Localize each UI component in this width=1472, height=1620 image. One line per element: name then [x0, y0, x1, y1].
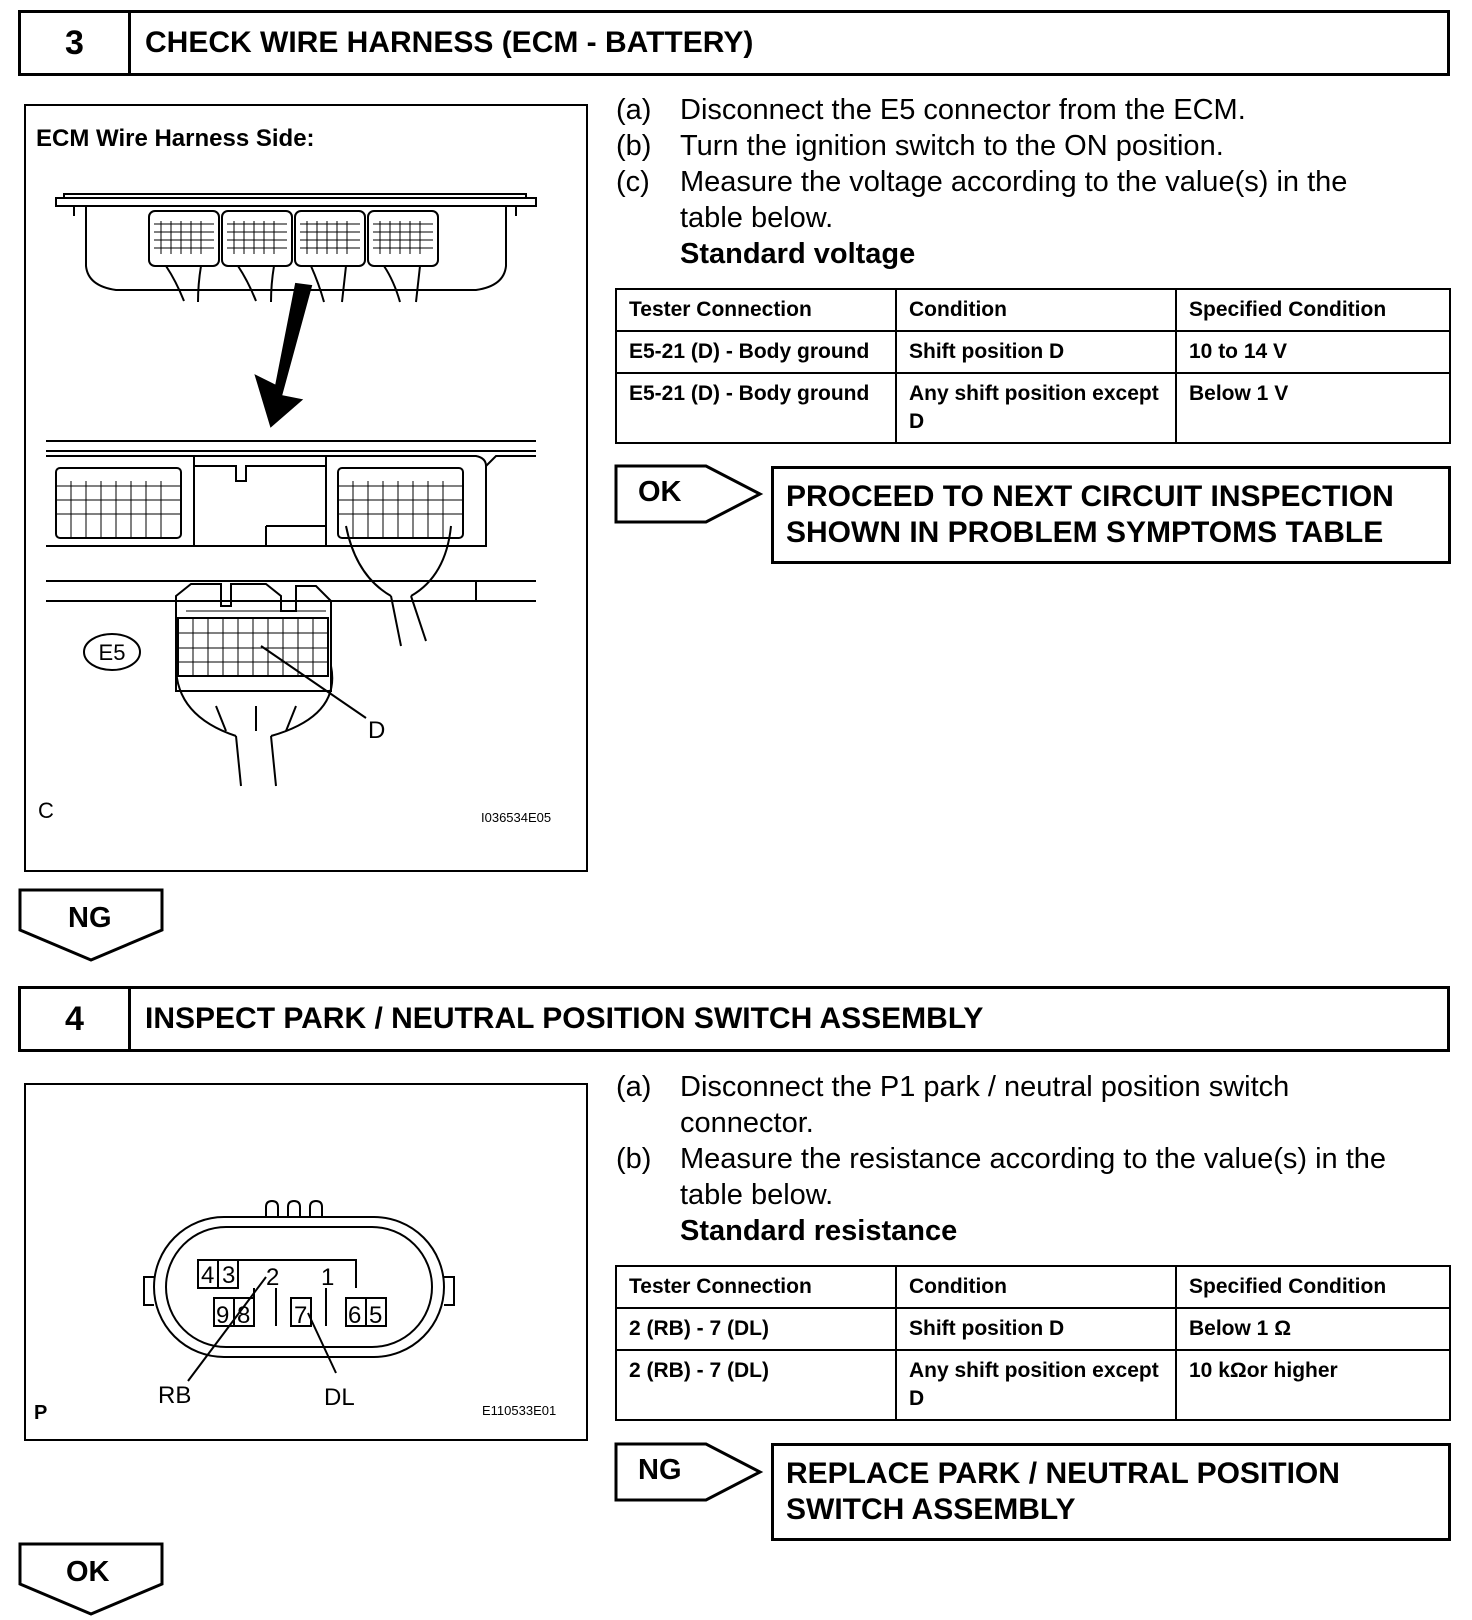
instruction-text: Turn the ignition switch to the ON position.	[680, 130, 1224, 162]
instruction-text: Disconnect the P1 park / neutral position switch connector.	[680, 1071, 1290, 1139]
resistance-spec-table	[615, 1265, 1451, 1421]
ecm-harness-drawing	[26, 106, 586, 870]
pin-6: 6	[348, 1302, 362, 1329]
pnp-switch-drawing	[26, 1085, 586, 1439]
table-header: Tester Connection	[616, 289, 896, 331]
pnp-switch-figure	[24, 1083, 588, 1441]
ng-label: NG	[68, 902, 112, 934]
ng-result-box: REPLACE PARK / NEUTRAL POSITION SWITCH ASSEMBLY	[771, 1443, 1451, 1541]
table-header: Specified Condition	[1176, 289, 1450, 331]
voltage-spec-table	[615, 288, 1451, 444]
table-header-row	[616, 1266, 1450, 1308]
figure-caption: ECM Wire Harness Side:	[36, 125, 315, 152]
instruction-label: (b)	[616, 1143, 652, 1175]
figure-corner-label: P	[34, 1402, 48, 1424]
instruction-text: Measure the resistance according to the value(s) in the table below.	[680, 1143, 1387, 1211]
table-row	[616, 1350, 1450, 1420]
ok-label: OK	[638, 476, 682, 508]
step-title: CHECK WIRE HARNESS (ECM - BATTERY)	[145, 26, 754, 59]
table-header: Condition	[896, 1266, 1176, 1308]
instruction-label: (b)	[616, 130, 652, 162]
pin-4: 4	[201, 1262, 215, 1289]
instruction-item	[616, 92, 1436, 128]
table-cell: 2 (RB) - 7 (DL)	[616, 1308, 896, 1350]
step-3-header	[18, 10, 1450, 76]
instruction-text: Disconnect the E5 connector from the ECM.	[680, 94, 1246, 126]
pin-5: 5	[369, 1302, 383, 1329]
table-header: Tester Connection	[616, 1266, 896, 1308]
table-row	[616, 331, 1450, 373]
table-cell: 10 kΩor higher	[1176, 1350, 1450, 1420]
table-cell: E5-21 (D) - Body ground	[616, 373, 896, 443]
standard-label: Standard voltage	[680, 238, 916, 270]
label-dl: DL	[324, 1384, 355, 1411]
step-title: INSPECT PARK / NEUTRAL POSITION SWITCH ASSEMBLY	[145, 1002, 984, 1035]
table-cell: Any shift position except D	[896, 373, 1176, 443]
instruction-text: Measure the voltage according to the value(s) in the table below.	[680, 166, 1348, 234]
figure-id: E110533E01	[482, 1403, 557, 1418]
table-header: Specified Condition	[1176, 1266, 1450, 1308]
pin-7: 7	[294, 1302, 308, 1329]
table-row	[616, 373, 1450, 443]
instruction-label: (a)	[616, 94, 652, 126]
pin-9: 9	[216, 1302, 230, 1329]
standard-label: Standard resistance	[680, 1215, 958, 1247]
instruction-item	[616, 1141, 1436, 1213]
ng-arrow-shape	[614, 1442, 764, 1502]
pin-2: 2	[266, 1264, 280, 1291]
table-cell: Shift position D	[896, 1308, 1176, 1350]
instruction-item	[616, 128, 1436, 164]
table-cell: Shift position D	[896, 331, 1176, 373]
instruction-item	[616, 1069, 1436, 1141]
instruction-label: (a)	[616, 1071, 652, 1103]
connector-label-e5: E5	[98, 640, 126, 665]
step-4-header	[18, 986, 1450, 1052]
table-header-row	[616, 289, 1450, 331]
table-cell: E5-21 (D) - Body ground	[616, 331, 896, 373]
table-header: Condition	[896, 289, 1176, 331]
ecm-harness-figure	[24, 104, 588, 872]
table-cell: Below 1 V	[1176, 373, 1450, 443]
label-rb: RB	[158, 1382, 192, 1409]
table-cell: 10 to 14 V	[1176, 331, 1450, 373]
figure-id: I036534E05	[481, 810, 552, 825]
pin-1: 1	[321, 1264, 335, 1291]
ok-result-box: PROCEED TO NEXT CIRCUIT INSPECTION SHOWN IN PROBLEM SYMPTOMS TABLE	[771, 466, 1451, 564]
figure-corner-label: C	[38, 798, 54, 823]
pin-3: 3	[222, 1262, 236, 1289]
instruction-label: (c)	[616, 166, 650, 198]
step-3-instructions	[616, 92, 1436, 272]
table-cell: Any shift position except D	[896, 1350, 1176, 1420]
step-number: 4	[21, 989, 131, 1049]
instruction-item	[616, 164, 1436, 236]
pin-label-d: D	[368, 717, 386, 744]
step-4-instructions	[616, 1069, 1436, 1249]
table-cell: 2 (RB) - 7 (DL)	[616, 1350, 896, 1420]
ok-arrow-shape	[614, 464, 764, 524]
ng-label: NG	[638, 1454, 682, 1486]
ok-label: OK	[66, 1556, 110, 1588]
table-row	[616, 1308, 1450, 1350]
step-number: 3	[21, 13, 131, 73]
table-cell: Below 1 Ω	[1176, 1308, 1450, 1350]
pin-8: 8	[237, 1302, 251, 1329]
